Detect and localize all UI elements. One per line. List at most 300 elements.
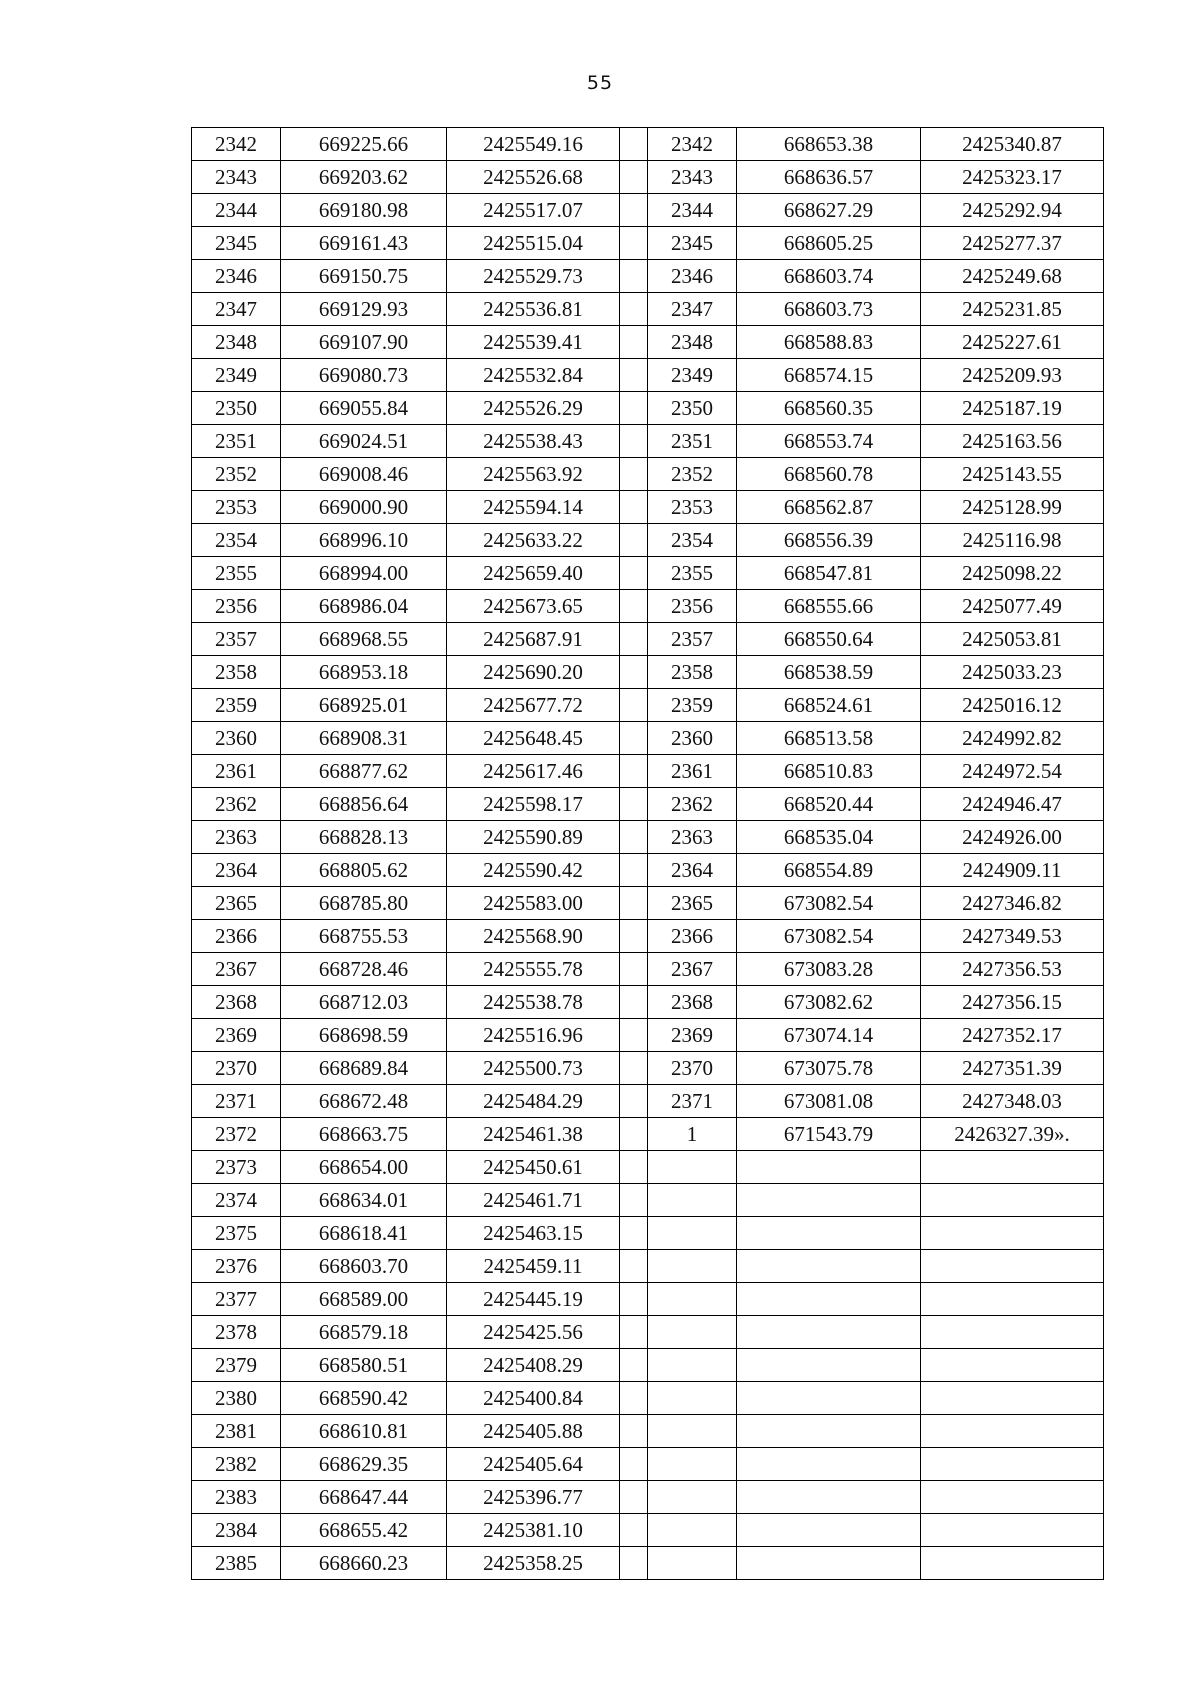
right-point-number (648, 1415, 737, 1448)
table-row (192, 623, 1104, 656)
right-x-coordinate (737, 1184, 921, 1217)
right-y-coordinate: 2425231.85 (921, 293, 1104, 326)
table-row (192, 458, 1104, 491)
right-point-number (648, 1250, 737, 1283)
right-x-coordinate: 668535.04 (737, 821, 921, 854)
left-point-number: 2365 (192, 887, 281, 920)
right-y-coordinate (921, 1184, 1104, 1217)
right-y-coordinate: 2425128.99 (921, 491, 1104, 524)
right-y-coordinate: 2425143.55 (921, 458, 1104, 491)
left-y-coordinate: 2425461.38 (447, 1118, 620, 1151)
left-x-coordinate: 668629.35 (281, 1448, 447, 1481)
left-y-coordinate: 2425555.78 (447, 953, 620, 986)
gap-cell (620, 1250, 648, 1283)
table-row (192, 1514, 1104, 1547)
right-point-number: 1 (648, 1118, 737, 1151)
left-x-coordinate: 669000.90 (281, 491, 447, 524)
gap-cell (620, 1283, 648, 1316)
right-point-number: 2355 (648, 557, 737, 590)
left-point-number: 2361 (192, 755, 281, 788)
left-point-number: 2354 (192, 524, 281, 557)
gap-cell (620, 194, 648, 227)
right-y-coordinate: 2427349.53 (921, 920, 1104, 953)
table-row (192, 1283, 1104, 1316)
gap-cell (620, 260, 648, 293)
table-row (192, 887, 1104, 920)
left-x-coordinate: 668689.84 (281, 1052, 447, 1085)
left-y-coordinate: 2425687.91 (447, 623, 620, 656)
left-x-coordinate: 668618.41 (281, 1217, 447, 1250)
coordinates-table (191, 127, 1104, 1580)
table-row (192, 260, 1104, 293)
right-x-coordinate (737, 1151, 921, 1184)
left-point-number: 2356 (192, 590, 281, 623)
left-point-number: 2381 (192, 1415, 281, 1448)
right-x-coordinate (737, 1382, 921, 1415)
left-x-coordinate: 668580.51 (281, 1349, 447, 1382)
left-y-coordinate: 2425690.20 (447, 656, 620, 689)
table-row (192, 1151, 1104, 1184)
left-y-coordinate: 2425529.73 (447, 260, 620, 293)
gap-cell (620, 1184, 648, 1217)
table-row (192, 854, 1104, 887)
left-x-coordinate: 668728.46 (281, 953, 447, 986)
right-point-number: 2356 (648, 590, 737, 623)
right-x-coordinate: 668554.89 (737, 854, 921, 887)
table-row (192, 920, 1104, 953)
left-x-coordinate: 668589.00 (281, 1283, 447, 1316)
right-point-number: 2362 (648, 788, 737, 821)
gap-cell (620, 755, 648, 788)
left-point-number: 2369 (192, 1019, 281, 1052)
right-y-coordinate: 2425116.98 (921, 524, 1104, 557)
left-x-coordinate: 668647.44 (281, 1481, 447, 1514)
left-y-coordinate: 2425539.41 (447, 326, 620, 359)
table-row (192, 821, 1104, 854)
right-x-coordinate: 668636.57 (737, 161, 921, 194)
gap-cell (620, 491, 648, 524)
right-x-coordinate: 673083.28 (737, 953, 921, 986)
right-y-coordinate: 2424946.47 (921, 788, 1104, 821)
right-point-number: 2343 (648, 161, 737, 194)
right-x-coordinate (737, 1448, 921, 1481)
right-x-coordinate: 668574.15 (737, 359, 921, 392)
left-y-coordinate: 2425405.64 (447, 1448, 620, 1481)
right-x-coordinate: 668550.64 (737, 623, 921, 656)
gap-cell (620, 359, 648, 392)
right-y-coordinate: 2425209.93 (921, 359, 1104, 392)
table-row (192, 1085, 1104, 1118)
right-y-coordinate (921, 1250, 1104, 1283)
table-row (192, 1184, 1104, 1217)
right-y-coordinate (921, 1316, 1104, 1349)
left-y-coordinate: 2425633.22 (447, 524, 620, 557)
gap-cell (620, 656, 648, 689)
right-point-number: 2359 (648, 689, 737, 722)
table-row (192, 392, 1104, 425)
right-y-coordinate: 2425277.37 (921, 227, 1104, 260)
right-y-coordinate: 2426327.39». (921, 1118, 1104, 1151)
right-point-number: 2349 (648, 359, 737, 392)
left-x-coordinate: 668655.42 (281, 1514, 447, 1547)
left-point-number: 2367 (192, 953, 281, 986)
right-point-number: 2369 (648, 1019, 737, 1052)
right-point-number: 2360 (648, 722, 737, 755)
left-point-number: 2371 (192, 1085, 281, 1118)
gap-cell (620, 1349, 648, 1382)
right-point-number (648, 1481, 737, 1514)
right-x-coordinate: 673074.14 (737, 1019, 921, 1052)
left-x-coordinate: 668654.00 (281, 1151, 447, 1184)
right-point-number (648, 1382, 737, 1415)
gap-cell (620, 557, 648, 590)
right-y-coordinate (921, 1481, 1104, 1514)
left-x-coordinate: 668579.18 (281, 1316, 447, 1349)
left-y-coordinate: 2425563.92 (447, 458, 620, 491)
table-row (192, 326, 1104, 359)
left-point-number: 2366 (192, 920, 281, 953)
right-point-number: 2361 (648, 755, 737, 788)
right-y-coordinate: 2427348.03 (921, 1085, 1104, 1118)
table-row (192, 1415, 1104, 1448)
right-x-coordinate: 668603.73 (737, 293, 921, 326)
left-y-coordinate: 2425381.10 (447, 1514, 620, 1547)
gap-cell (620, 326, 648, 359)
right-y-coordinate: 2427356.53 (921, 953, 1104, 986)
right-y-coordinate: 2427351.39 (921, 1052, 1104, 1085)
left-x-coordinate: 668672.48 (281, 1085, 447, 1118)
table-row (192, 425, 1104, 458)
right-y-coordinate: 2425077.49 (921, 590, 1104, 623)
table-row (192, 1547, 1104, 1580)
right-point-number: 2350 (648, 392, 737, 425)
right-y-coordinate: 2425340.87 (921, 128, 1104, 161)
left-point-number: 2357 (192, 623, 281, 656)
left-y-coordinate: 2425526.68 (447, 161, 620, 194)
right-x-coordinate (737, 1481, 921, 1514)
right-y-coordinate: 2424972.54 (921, 755, 1104, 788)
left-point-number: 2370 (192, 1052, 281, 1085)
right-point-number: 2363 (648, 821, 737, 854)
right-y-coordinate (921, 1547, 1104, 1580)
gap-cell (620, 788, 648, 821)
table-row (192, 1217, 1104, 1250)
gap-cell (620, 689, 648, 722)
gap-cell (620, 920, 648, 953)
left-point-number: 2360 (192, 722, 281, 755)
right-point-number: 2366 (648, 920, 737, 953)
gap-cell (620, 1382, 648, 1415)
right-x-coordinate: 668556.39 (737, 524, 921, 557)
gap-cell (620, 590, 648, 623)
left-point-number: 2380 (192, 1382, 281, 1415)
left-point-number: 2375 (192, 1217, 281, 1250)
left-point-number: 2373 (192, 1151, 281, 1184)
left-y-coordinate: 2425400.84 (447, 1382, 620, 1415)
right-point-number (648, 1151, 737, 1184)
left-x-coordinate: 668663.75 (281, 1118, 447, 1151)
left-y-coordinate: 2425677.72 (447, 689, 620, 722)
left-y-coordinate: 2425590.42 (447, 854, 620, 887)
left-x-coordinate: 668856.64 (281, 788, 447, 821)
left-x-coordinate: 668660.23 (281, 1547, 447, 1580)
gap-cell (620, 161, 648, 194)
left-point-number: 2349 (192, 359, 281, 392)
left-x-coordinate: 668698.59 (281, 1019, 447, 1052)
right-point-number: 2354 (648, 524, 737, 557)
left-x-coordinate: 668908.31 (281, 722, 447, 755)
left-point-number: 2345 (192, 227, 281, 260)
right-x-coordinate: 673082.62 (737, 986, 921, 1019)
right-x-coordinate: 668603.74 (737, 260, 921, 293)
left-point-number: 2382 (192, 1448, 281, 1481)
gap-cell (620, 1151, 648, 1184)
right-x-coordinate (737, 1415, 921, 1448)
right-x-coordinate: 673075.78 (737, 1052, 921, 1085)
right-y-coordinate: 2425033.23 (921, 656, 1104, 689)
left-x-coordinate: 669129.93 (281, 293, 447, 326)
left-point-number: 2355 (192, 557, 281, 590)
table-row (192, 128, 1104, 161)
right-x-coordinate: 668510.83 (737, 755, 921, 788)
right-x-coordinate: 668513.58 (737, 722, 921, 755)
right-x-coordinate: 668588.83 (737, 326, 921, 359)
table-row (192, 161, 1104, 194)
left-point-number: 2385 (192, 1547, 281, 1580)
table-row (192, 722, 1104, 755)
left-y-coordinate: 2425516.96 (447, 1019, 620, 1052)
right-point-number: 2344 (648, 194, 737, 227)
gap-cell (620, 1415, 648, 1448)
right-x-coordinate: 668553.74 (737, 425, 921, 458)
table-row (192, 1382, 1104, 1415)
right-y-coordinate (921, 1514, 1104, 1547)
left-point-number: 2383 (192, 1481, 281, 1514)
left-point-number: 2372 (192, 1118, 281, 1151)
left-y-coordinate: 2425648.45 (447, 722, 620, 755)
left-y-coordinate: 2425396.77 (447, 1481, 620, 1514)
right-x-coordinate (737, 1547, 921, 1580)
left-x-coordinate: 669107.90 (281, 326, 447, 359)
left-point-number: 2378 (192, 1316, 281, 1349)
table-row (192, 1349, 1104, 1382)
left-x-coordinate: 669024.51 (281, 425, 447, 458)
right-x-coordinate: 668627.29 (737, 194, 921, 227)
left-y-coordinate: 2425450.61 (447, 1151, 620, 1184)
right-x-coordinate (737, 1217, 921, 1250)
right-x-coordinate: 668562.87 (737, 491, 921, 524)
left-x-coordinate: 668994.00 (281, 557, 447, 590)
left-y-coordinate: 2425517.07 (447, 194, 620, 227)
gap-cell (620, 854, 648, 887)
table-row (192, 1448, 1104, 1481)
left-y-coordinate: 2425515.04 (447, 227, 620, 260)
gap-cell (620, 623, 648, 656)
right-x-coordinate: 668560.35 (737, 392, 921, 425)
left-y-coordinate: 2425445.19 (447, 1283, 620, 1316)
table-row (192, 293, 1104, 326)
right-x-coordinate: 668605.25 (737, 227, 921, 260)
left-point-number: 2347 (192, 293, 281, 326)
table-row (192, 986, 1104, 1019)
right-y-coordinate: 2425187.19 (921, 392, 1104, 425)
left-x-coordinate: 668603.70 (281, 1250, 447, 1283)
right-x-coordinate (737, 1514, 921, 1547)
right-x-coordinate: 668524.61 (737, 689, 921, 722)
left-x-coordinate: 668805.62 (281, 854, 447, 887)
left-y-coordinate: 2425500.73 (447, 1052, 620, 1085)
table-row (192, 788, 1104, 821)
table-row (192, 1052, 1104, 1085)
left-y-coordinate: 2425425.56 (447, 1316, 620, 1349)
left-point-number: 2344 (192, 194, 281, 227)
gap-cell (620, 986, 648, 1019)
right-y-coordinate: 2425163.56 (921, 425, 1104, 458)
left-point-number: 2364 (192, 854, 281, 887)
coordinates-table-body (192, 128, 1104, 1580)
right-x-coordinate (737, 1316, 921, 1349)
table-row (192, 359, 1104, 392)
right-x-coordinate: 668555.66 (737, 590, 921, 623)
gap-cell (620, 128, 648, 161)
right-y-coordinate (921, 1283, 1104, 1316)
left-y-coordinate: 2425617.46 (447, 755, 620, 788)
right-x-coordinate: 668560.78 (737, 458, 921, 491)
left-x-coordinate: 669225.66 (281, 128, 447, 161)
right-x-coordinate (737, 1283, 921, 1316)
right-y-coordinate: 2424909.11 (921, 854, 1104, 887)
right-point-number: 2370 (648, 1052, 737, 1085)
table-row (192, 1118, 1104, 1151)
left-y-coordinate: 2425408.29 (447, 1349, 620, 1382)
left-y-coordinate: 2425538.78 (447, 986, 620, 1019)
left-point-number: 2362 (192, 788, 281, 821)
right-point-number: 2348 (648, 326, 737, 359)
left-x-coordinate: 668755.53 (281, 920, 447, 953)
left-x-coordinate: 669161.43 (281, 227, 447, 260)
left-point-number: 2346 (192, 260, 281, 293)
right-y-coordinate: 2427356.15 (921, 986, 1104, 1019)
table-row (192, 590, 1104, 623)
left-y-coordinate: 2425598.17 (447, 788, 620, 821)
gap-cell (620, 1547, 648, 1580)
left-y-coordinate: 2425583.00 (447, 887, 620, 920)
left-x-coordinate: 669080.73 (281, 359, 447, 392)
left-point-number: 2353 (192, 491, 281, 524)
right-point-number (648, 1448, 737, 1481)
right-point-number: 2351 (648, 425, 737, 458)
right-point-number (648, 1349, 737, 1382)
left-x-coordinate: 669203.62 (281, 161, 447, 194)
right-x-coordinate (737, 1349, 921, 1382)
table-row (192, 1316, 1104, 1349)
left-y-coordinate: 2425590.89 (447, 821, 620, 854)
left-y-coordinate: 2425358.25 (447, 1547, 620, 1580)
right-point-number: 2347 (648, 293, 737, 326)
gap-cell (620, 1481, 648, 1514)
gap-cell (620, 458, 648, 491)
left-point-number: 2359 (192, 689, 281, 722)
left-y-coordinate: 2425538.43 (447, 425, 620, 458)
left-x-coordinate: 668785.80 (281, 887, 447, 920)
gap-cell (620, 722, 648, 755)
right-y-coordinate: 2425323.17 (921, 161, 1104, 194)
gap-cell (620, 887, 648, 920)
left-y-coordinate: 2425526.29 (447, 392, 620, 425)
left-x-coordinate: 668590.42 (281, 1382, 447, 1415)
gap-cell (620, 293, 648, 326)
left-x-coordinate: 668986.04 (281, 590, 447, 623)
right-point-number: 2367 (648, 953, 737, 986)
right-y-coordinate: 2425016.12 (921, 689, 1104, 722)
left-y-coordinate: 2425484.29 (447, 1085, 620, 1118)
right-point-number: 2346 (648, 260, 737, 293)
left-y-coordinate: 2425549.16 (447, 128, 620, 161)
left-x-coordinate: 669180.98 (281, 194, 447, 227)
gap-cell (620, 1448, 648, 1481)
table-row (192, 755, 1104, 788)
gap-cell (620, 227, 648, 260)
right-y-coordinate: 2424926.00 (921, 821, 1104, 854)
left-x-coordinate: 668610.81 (281, 1415, 447, 1448)
right-point-number (648, 1217, 737, 1250)
left-point-number: 2351 (192, 425, 281, 458)
right-x-coordinate: 668520.44 (737, 788, 921, 821)
right-y-coordinate: 2425249.68 (921, 260, 1104, 293)
left-x-coordinate: 668634.01 (281, 1184, 447, 1217)
left-point-number: 2343 (192, 161, 281, 194)
right-point-number (648, 1283, 737, 1316)
left-y-coordinate: 2425536.81 (447, 293, 620, 326)
left-x-coordinate: 669055.84 (281, 392, 447, 425)
right-x-coordinate (737, 1250, 921, 1283)
table-row (192, 689, 1104, 722)
left-point-number: 2368 (192, 986, 281, 1019)
right-y-coordinate (921, 1349, 1104, 1382)
right-y-coordinate: 2425227.61 (921, 326, 1104, 359)
right-point-number: 2368 (648, 986, 737, 1019)
left-x-coordinate: 669008.46 (281, 458, 447, 491)
left-y-coordinate: 2425659.40 (447, 557, 620, 590)
right-x-coordinate: 671543.79 (737, 1118, 921, 1151)
left-x-coordinate: 668828.13 (281, 821, 447, 854)
right-point-number: 2352 (648, 458, 737, 491)
gap-cell (620, 953, 648, 986)
right-point-number: 2345 (648, 227, 737, 260)
left-x-coordinate: 669150.75 (281, 260, 447, 293)
right-y-coordinate (921, 1448, 1104, 1481)
gap-cell (620, 1217, 648, 1250)
right-y-coordinate (921, 1382, 1104, 1415)
gap-cell (620, 524, 648, 557)
right-y-coordinate: 2425098.22 (921, 557, 1104, 590)
gap-cell (620, 1019, 648, 1052)
right-x-coordinate: 673082.54 (737, 920, 921, 953)
left-point-number: 2363 (192, 821, 281, 854)
gap-cell (620, 392, 648, 425)
right-point-number: 2342 (648, 128, 737, 161)
table-row (192, 1250, 1104, 1283)
right-y-coordinate: 2425292.94 (921, 194, 1104, 227)
left-point-number: 2342 (192, 128, 281, 161)
left-point-number: 2350 (192, 392, 281, 425)
right-y-coordinate: 2427346.82 (921, 887, 1104, 920)
right-x-coordinate: 673081.08 (737, 1085, 921, 1118)
right-point-number (648, 1547, 737, 1580)
left-y-coordinate: 2425673.65 (447, 590, 620, 623)
left-y-coordinate: 2425463.15 (447, 1217, 620, 1250)
gap-cell (620, 821, 648, 854)
